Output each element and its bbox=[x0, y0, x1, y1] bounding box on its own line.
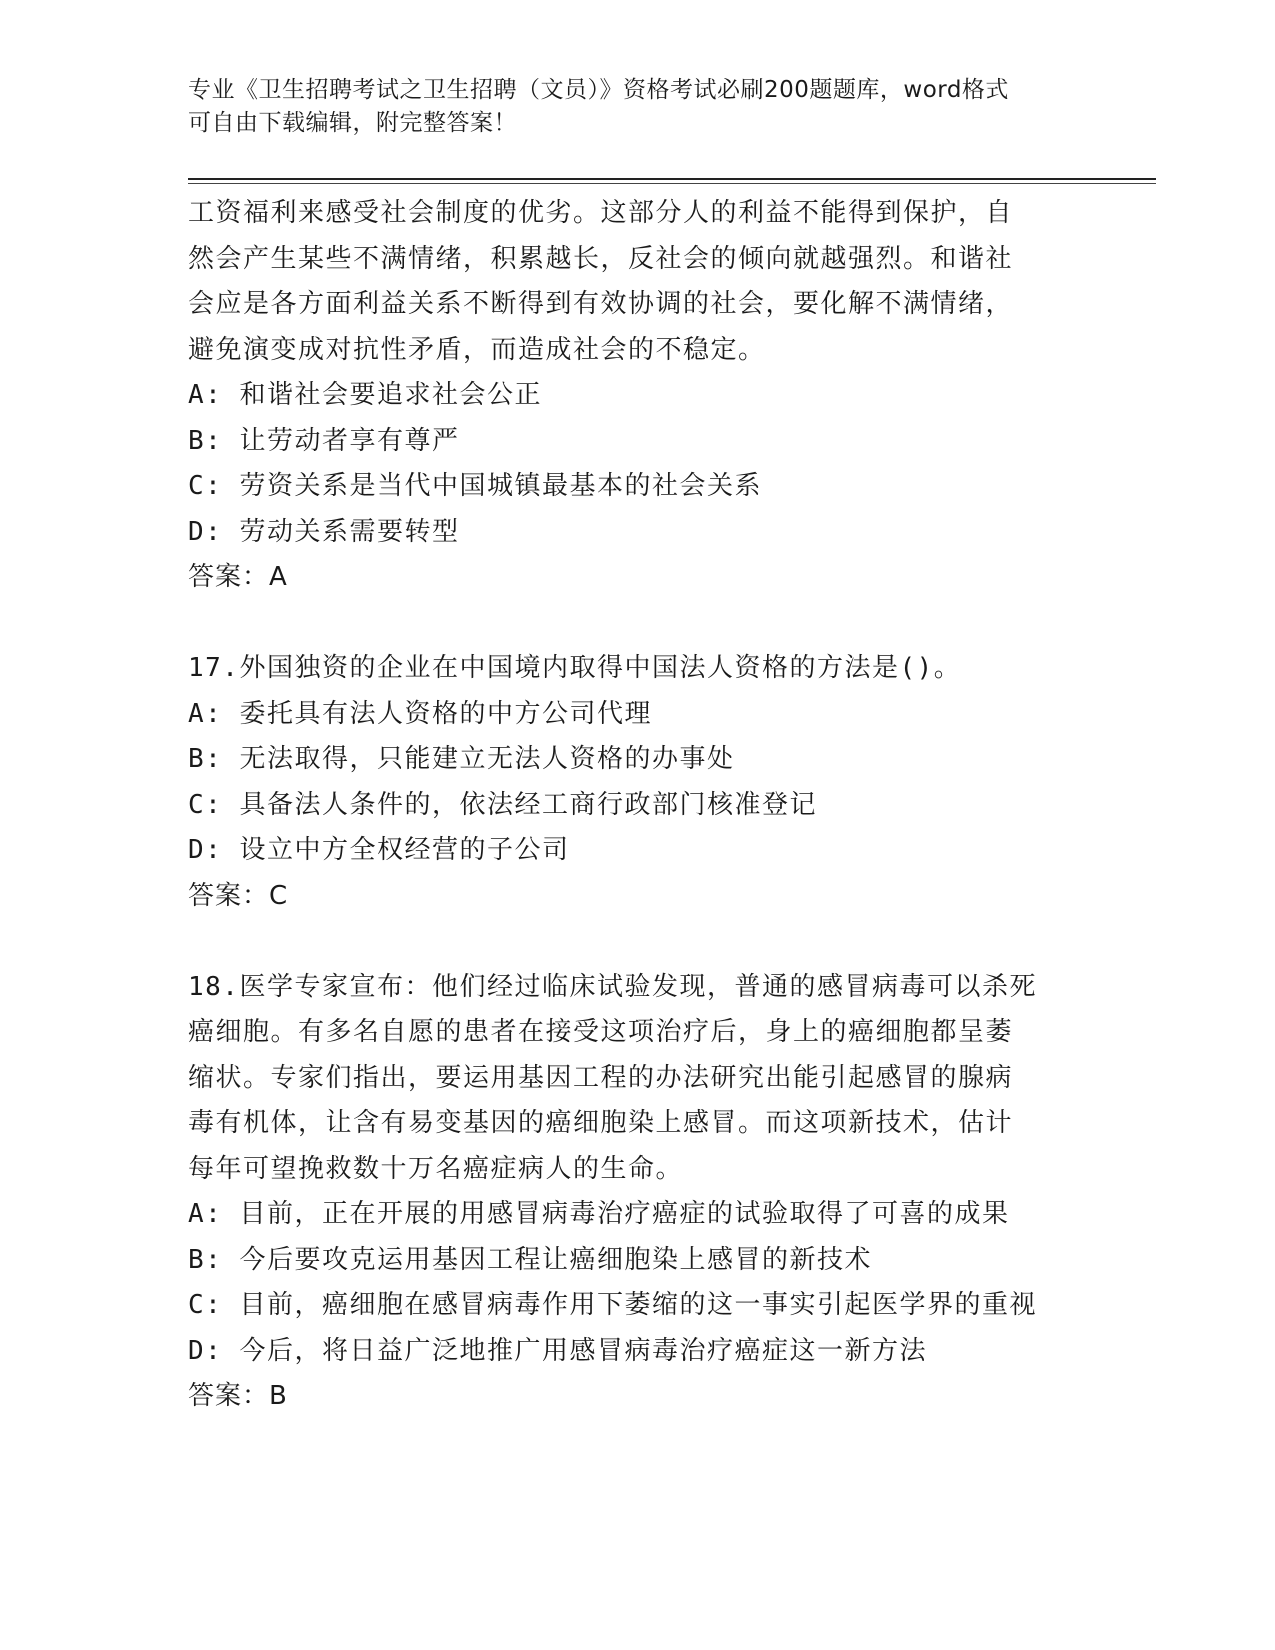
question-16-answer: 答案：A bbox=[188, 562, 288, 592]
question-18 bbox=[188, 965, 1118, 1420]
question-18-stem-line: 18.医学专家宣布：他们经过临床试验发现，普通的感冒病毒可以杀死 bbox=[188, 971, 1037, 1002]
header-title-line-2: 可自由下载编辑，附完整答案！ bbox=[188, 110, 517, 136]
question-17-option-b: B: 无法取得，只能建立无法人资格的办事处 bbox=[188, 744, 735, 774]
question-18-option-d: D: 今后，将日益广泛地推广用感冒病毒治疗癌症这一新方法 bbox=[188, 1335, 927, 1366]
question-18-stem-line: 每年可望挽救数十万名癌症病人的生命。 bbox=[188, 1153, 684, 1184]
page-header bbox=[188, 74, 1108, 140]
question-17 bbox=[188, 646, 1118, 919]
question-18-answer: 答案：B bbox=[188, 1381, 288, 1411]
question-16-stem-line: 工资福利来感受社会制度的优劣。这部分人的利益不能得到保护，自 bbox=[188, 198, 1014, 228]
question-17-answer: 答案：C bbox=[188, 880, 289, 911]
question-16-stem-line: 避免演变成对抗性矛盾，而造成社会的不稳定。 bbox=[188, 334, 766, 365]
question-18-option-c: C: 目前，癌细胞在感冒病毒作用下萎缩的这一事实引起医学界的重视 bbox=[188, 1290, 1037, 1320]
header-title-line-1: 专业《卫生招聘考试之卫生招聘（文员）》资格考试必刷200题题库，word格式 bbox=[188, 77, 1009, 103]
question-16-option-d: D: 劳动关系需要转型 bbox=[188, 516, 460, 547]
header-divider-thin bbox=[188, 183, 1156, 184]
question-16 bbox=[188, 191, 1118, 601]
question-18-stem-line: 癌细胞。有多名自愿的患者在接受这项治疗后，身上的癌细胞都呈萎 bbox=[188, 1017, 1014, 1047]
question-17-option-a: A: 委托具有法人资格的中方公司代理 bbox=[188, 698, 652, 729]
question-spacer bbox=[188, 601, 1118, 647]
question-17-option-d: D: 设立中方全权经营的子公司 bbox=[188, 835, 570, 865]
question-18-option-b: B: 今后要攻克运用基因工程让癌细胞染上感冒的新技术 bbox=[188, 1244, 872, 1275]
question-16-stem-line: 会应是各方面利益关系不断得到有效协调的社会，要化解不满情绪， bbox=[188, 289, 1014, 319]
question-spacer bbox=[188, 919, 1118, 965]
question-16-option-c: C: 劳资关系是当代中国城镇最基本的社会关系 bbox=[188, 471, 762, 501]
question-17-option-c: C: 具备法人条件的，依法经工商行政部门核准登记 bbox=[188, 789, 817, 820]
question-17-stem-line: 17.外国独资的企业在中国境内取得中国法人资格的方法是()。 bbox=[188, 653, 962, 683]
question-content bbox=[188, 191, 1118, 1420]
question-18-stem-line: 毒有机体，让含有易变基因的癌细胞染上感冒。而这项新技术，估计 bbox=[188, 1108, 1014, 1138]
question-16-option-a: A: 和谐社会要追求社会公正 bbox=[188, 380, 542, 410]
question-18-stem-line: 缩状。专家们指出，要运用基因工程的办法研究出能引起感冒的腺病 bbox=[188, 1062, 1014, 1093]
question-16-stem-line: 然会产生某些不满情绪，积累越长，反社会的倾向就越强烈。和谐社 bbox=[188, 243, 1014, 274]
question-18-option-a: A: 目前，正在开展的用感冒病毒治疗癌症的试验取得了可喜的成果 bbox=[188, 1199, 1010, 1229]
question-16-option-b: B: 让劳动者享有尊严 bbox=[188, 425, 460, 456]
header-divider-thick bbox=[188, 178, 1156, 180]
